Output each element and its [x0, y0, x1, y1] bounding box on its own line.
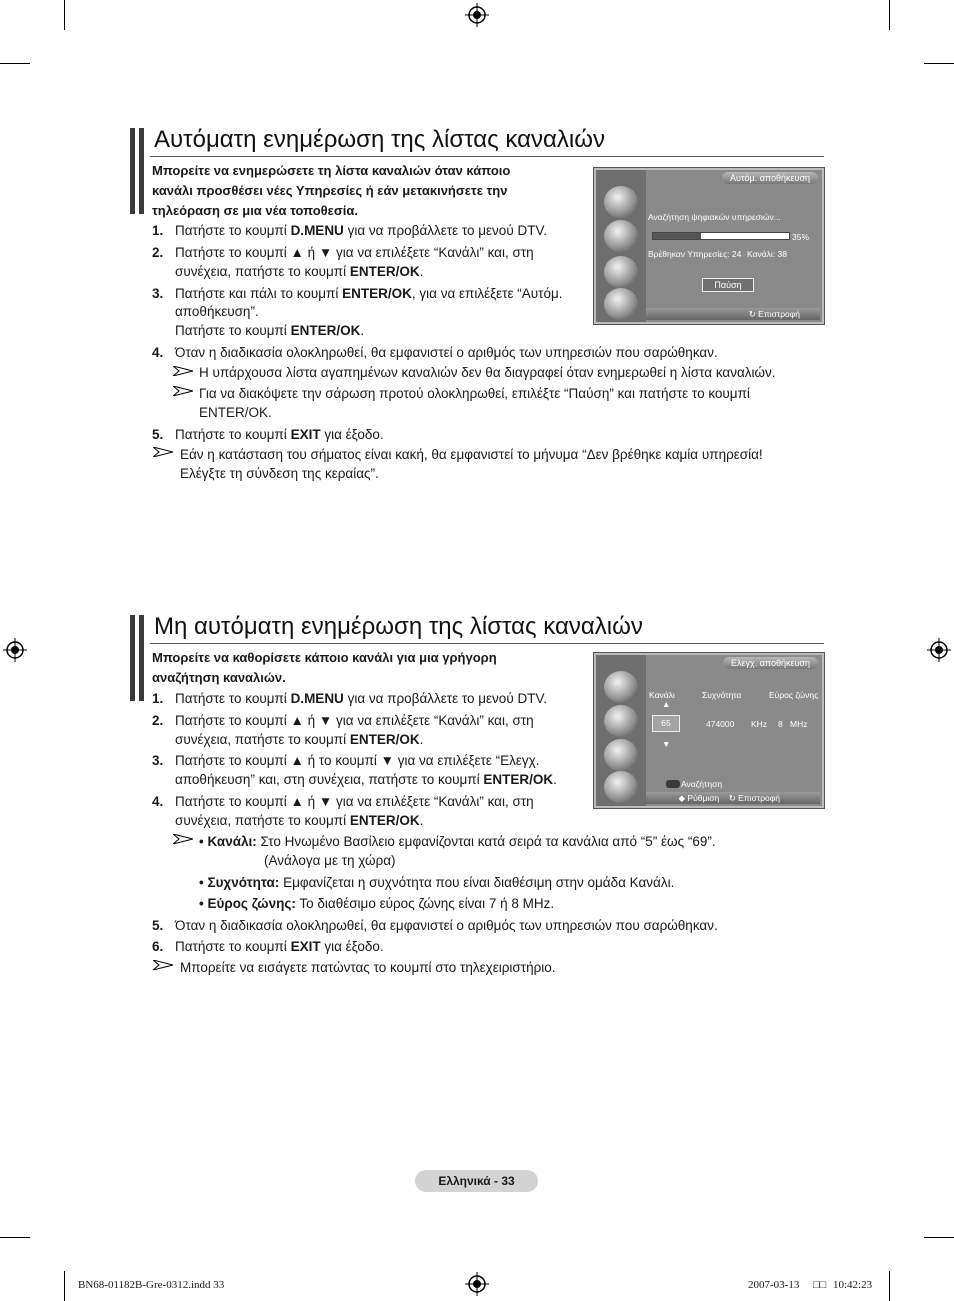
- channel-down-icon[interactable]: ▼: [662, 739, 671, 749]
- registration-mark-icon: [927, 638, 951, 662]
- step-number: 3.: [152, 753, 164, 768]
- footer-time: 10:42:23: [833, 1279, 873, 1291]
- osd-footer-return: ↻ Επιστροφή: [728, 793, 780, 803]
- title-rule: [150, 643, 824, 644]
- osd-frequency-value: 474000: [706, 719, 735, 729]
- bullet-text: Στο Ηνωμένο Βασίλειο εμφανίζονται κατά σειρά τα κανάλια από “5” έως “69”.: [260, 834, 716, 849]
- note-arrow-icon: [153, 960, 173, 970]
- note-text: Ελέγξτε τη σύνδεση της κεραίας”.: [180, 466, 379, 481]
- section-title: Μη αυτόματη ενημέρωση της λίστας καναλιών: [154, 613, 643, 640]
- osd-footer-return: ↻ Επιστροφή: [646, 308, 820, 320]
- step-number: 5.: [152, 918, 164, 933]
- osd-bandwidth-unit: MHz: [790, 719, 808, 729]
- intro-line: τηλεόραση σε μια νέα τοποθεσία.: [152, 203, 358, 218]
- crop-mark: [889, 1271, 890, 1301]
- crop-mark: [64, 0, 65, 30]
- osd-progress-label: 35%: [792, 232, 810, 242]
- osd-manual-store-screen: [594, 653, 824, 808]
- osd-auto-store-screen: [594, 168, 824, 324]
- bullet-label: • Συχνότητα:: [199, 875, 280, 890]
- picture-menu-icon: [604, 671, 638, 703]
- osd-sidebar: [596, 170, 646, 322]
- step-number: 2.: [152, 245, 164, 260]
- step-text: αποθήκευση” και, στη συνέχεια, πατήστε το κουμπί ENTER/OK.: [175, 772, 557, 787]
- section-marker: [130, 128, 144, 214]
- step-number: 4.: [152, 794, 164, 809]
- osd-pause-button[interactable]: Παύση: [702, 278, 754, 292]
- bullet-frequency: [199, 873, 674, 893]
- note-text: Για να διακόψετε την σάρωση προτού ολοκληρωθεί, επιλέξτε “Παύση” και πατήστε το κουμπί: [199, 386, 750, 401]
- bullet-bandwidth: [199, 894, 554, 914]
- bullet-channel: [199, 832, 716, 852]
- step-text: συνέχεια, πατήστε το κουμπί ENTER/OK.: [175, 264, 424, 279]
- osd-frequency-unit: KHz: [751, 719, 768, 729]
- step-text: Πατήστε το κουμπί D.MENU για να προβάλλετε το μενού DTV.: [175, 223, 547, 238]
- crop-mark: [889, 0, 890, 30]
- crop-mark: [0, 63, 30, 64]
- sound-menu-icon: [604, 705, 638, 737]
- step-text: Πατήστε το κουμπί ▲ ή ▼ για να επιλέξετε “Κανάλι” και, στη: [175, 245, 534, 260]
- registration-mark-icon: [3, 638, 27, 662]
- crop-mark: [0, 1237, 30, 1238]
- osd-channel-field[interactable]: 65: [652, 715, 680, 732]
- setup-menu-icon: [604, 288, 638, 320]
- osd-searching-text: Αναζήτηση ψηφιακών υπηρεσιών...: [648, 212, 781, 222]
- footer-boxes: □□: [813, 1279, 827, 1291]
- bullet-text: (Ανάλογα με τη χώρα): [264, 853, 396, 868]
- title-rule: [150, 156, 824, 157]
- footer-date: 2007-03-13: [748, 1279, 800, 1291]
- note-arrow-icon: [173, 366, 193, 376]
- intro-line: αναζήτηση καναλιών.: [152, 670, 286, 685]
- step-text: Πατήστε και πάλι το κουμπί ENTER/OK, για να επιλέξετε “Αυτόμ.: [175, 286, 563, 301]
- bullet-text: Το διαθέσιμο εύρος ζώνης είναι 7 ή 8 MHz.: [299, 896, 555, 911]
- bullet-label: • Εύρος ζώνης:: [199, 896, 296, 911]
- section-intro: [152, 648, 497, 688]
- step-text: συνέχεια, πατήστε το κουμπί ENTER/OK.: [175, 732, 424, 747]
- intro-line: Μπορείτε να ενημερώσετε τη λίστα καναλιών όταν κάποιο: [152, 163, 511, 178]
- note-arrow-icon: [153, 447, 173, 457]
- osd-col-frequency: Συχνότητα: [702, 690, 742, 700]
- step-text: Όταν η διαδικασία ολοκληρωθεί, θα εμφανιστεί ο αριθμός των υπηρεσιών που σαρώθηκαν.: [175, 345, 718, 360]
- osd-search-button[interactable]: [666, 780, 680, 788]
- footer-file-info: BN68-01182B-Gre-0312.indd 33: [78, 1279, 225, 1291]
- osd-col-bandwidth: Εύρος ζώνης: [769, 690, 819, 700]
- step-number: 1.: [152, 691, 164, 706]
- step-text: Πατήστε το κουμπί ▲ ή ▼ για να επιλέξετε “Κανάλι” και, στη: [175, 713, 534, 728]
- osd-channel-number: Κανάλι: 38: [747, 249, 787, 259]
- setup-menu-icon: [604, 771, 638, 803]
- osd-progress-fill: [653, 233, 701, 239]
- osd-footer: [646, 792, 820, 804]
- osd-bandwidth-value: 8: [778, 719, 783, 729]
- step-text: αποθήκευση”.: [175, 304, 259, 319]
- intro-line: κανάλι προσθέσει νέες Υπηρεσίες ή εάν μετακινήσετε την: [152, 183, 508, 198]
- crop-mark: [924, 63, 954, 64]
- section-marker: [130, 615, 144, 701]
- registration-mark-icon: [465, 1272, 489, 1296]
- step-number: 6.: [152, 939, 164, 954]
- bullet-label: • Κανάλι:: [199, 834, 257, 849]
- picture-menu-icon: [604, 186, 638, 218]
- osd-footer-adjust: ◆ Ρύθμιση: [678, 793, 720, 803]
- osd-header: Ελεγχ. αποθήκευση: [723, 657, 818, 669]
- note-text: ENTER/OK.: [199, 405, 272, 420]
- step-text: Πατήστε το κουμπί ENTER/OK.: [175, 323, 365, 338]
- step-text: Πατήστε το κουμπί ▲ ή ▼ για να επιλέξετε “Κανάλι” και, στη: [175, 794, 534, 809]
- step-text: Πατήστε το κουμπί EXIT για έξοδο.: [175, 939, 384, 954]
- intro-line: Μπορείτε να καθορίσετε κάποιο κανάλι για μια γρήγορη: [152, 650, 497, 665]
- channel-menu-icon: [604, 739, 638, 771]
- osd-col-channel: Κανάλι: [649, 690, 675, 700]
- crop-mark: [924, 1237, 954, 1238]
- step-text: Πατήστε το κουμπί D.MENU για να προβάλλετε το μενού DTV.: [175, 691, 547, 706]
- channel-menu-icon: [604, 256, 638, 288]
- step-number: 3.: [152, 286, 164, 301]
- note-arrow-icon: [173, 834, 193, 844]
- note-text: Μπορείτε να εισάγετε πατώντας το κουμπί στο τηλεχειριστήριο.: [180, 960, 556, 975]
- osd-search-label: Αναζήτηση: [681, 779, 723, 789]
- bullet-text: Εμφανίζεται η συχνότητα που είναι διαθέσιμη στην ομάδα Κανάλι.: [283, 875, 675, 890]
- step-text: Όταν η διαδικασία ολοκληρωθεί, θα εμφανιστεί ο αριθμός των υπηρεσιών που σαρώθηκαν.: [175, 918, 718, 933]
- section-title: Αυτόματη ενημέρωση της λίστας καναλιών: [154, 126, 605, 153]
- note-arrow-icon: [173, 386, 193, 396]
- osd-found-services: Βρέθηκαν Υπηρεσίες: 24: [648, 249, 742, 259]
- channel-up-icon[interactable]: ▲: [662, 699, 671, 709]
- sound-menu-icon: [604, 220, 638, 252]
- step-number: 5.: [152, 427, 164, 442]
- step-text: Πατήστε το κουμπί ▲ ή το κουμπί ▼ για να επιλέξετε “Ελεγχ.: [175, 753, 540, 768]
- page-number-label: Ελληνικά - 33: [415, 1170, 538, 1192]
- osd-sidebar: [596, 655, 646, 806]
- step-number: 2.: [152, 713, 164, 728]
- osd-header: Αυτόμ. αποθήκευση: [722, 172, 818, 184]
- step-text: συνέχεια, πατήστε το κουμπί ENTER/OK.: [175, 813, 424, 828]
- step-text: Πατήστε το κουμπί EXIT για έξοδο.: [175, 427, 384, 442]
- section-intro: [152, 161, 510, 221]
- step-number: 4.: [152, 345, 164, 360]
- registration-mark-icon: [465, 3, 489, 27]
- crop-mark: [64, 1271, 65, 1301]
- note-text: Η υπάρχουσα λίστα αγαπημένων καναλιών δεν θα διαγραφεί όταν ενημερωθεί η λίστα καναλιών.: [199, 365, 776, 380]
- note-text: Εάν η κατάσταση του σήματος είναι κακή, θα εμφανιστεί το μήνυμα “Δεν βρέθηκε καμία υπηρεσία!: [180, 447, 763, 462]
- step-number: 1.: [152, 223, 164, 238]
- osd-progress-bar: [652, 232, 790, 240]
